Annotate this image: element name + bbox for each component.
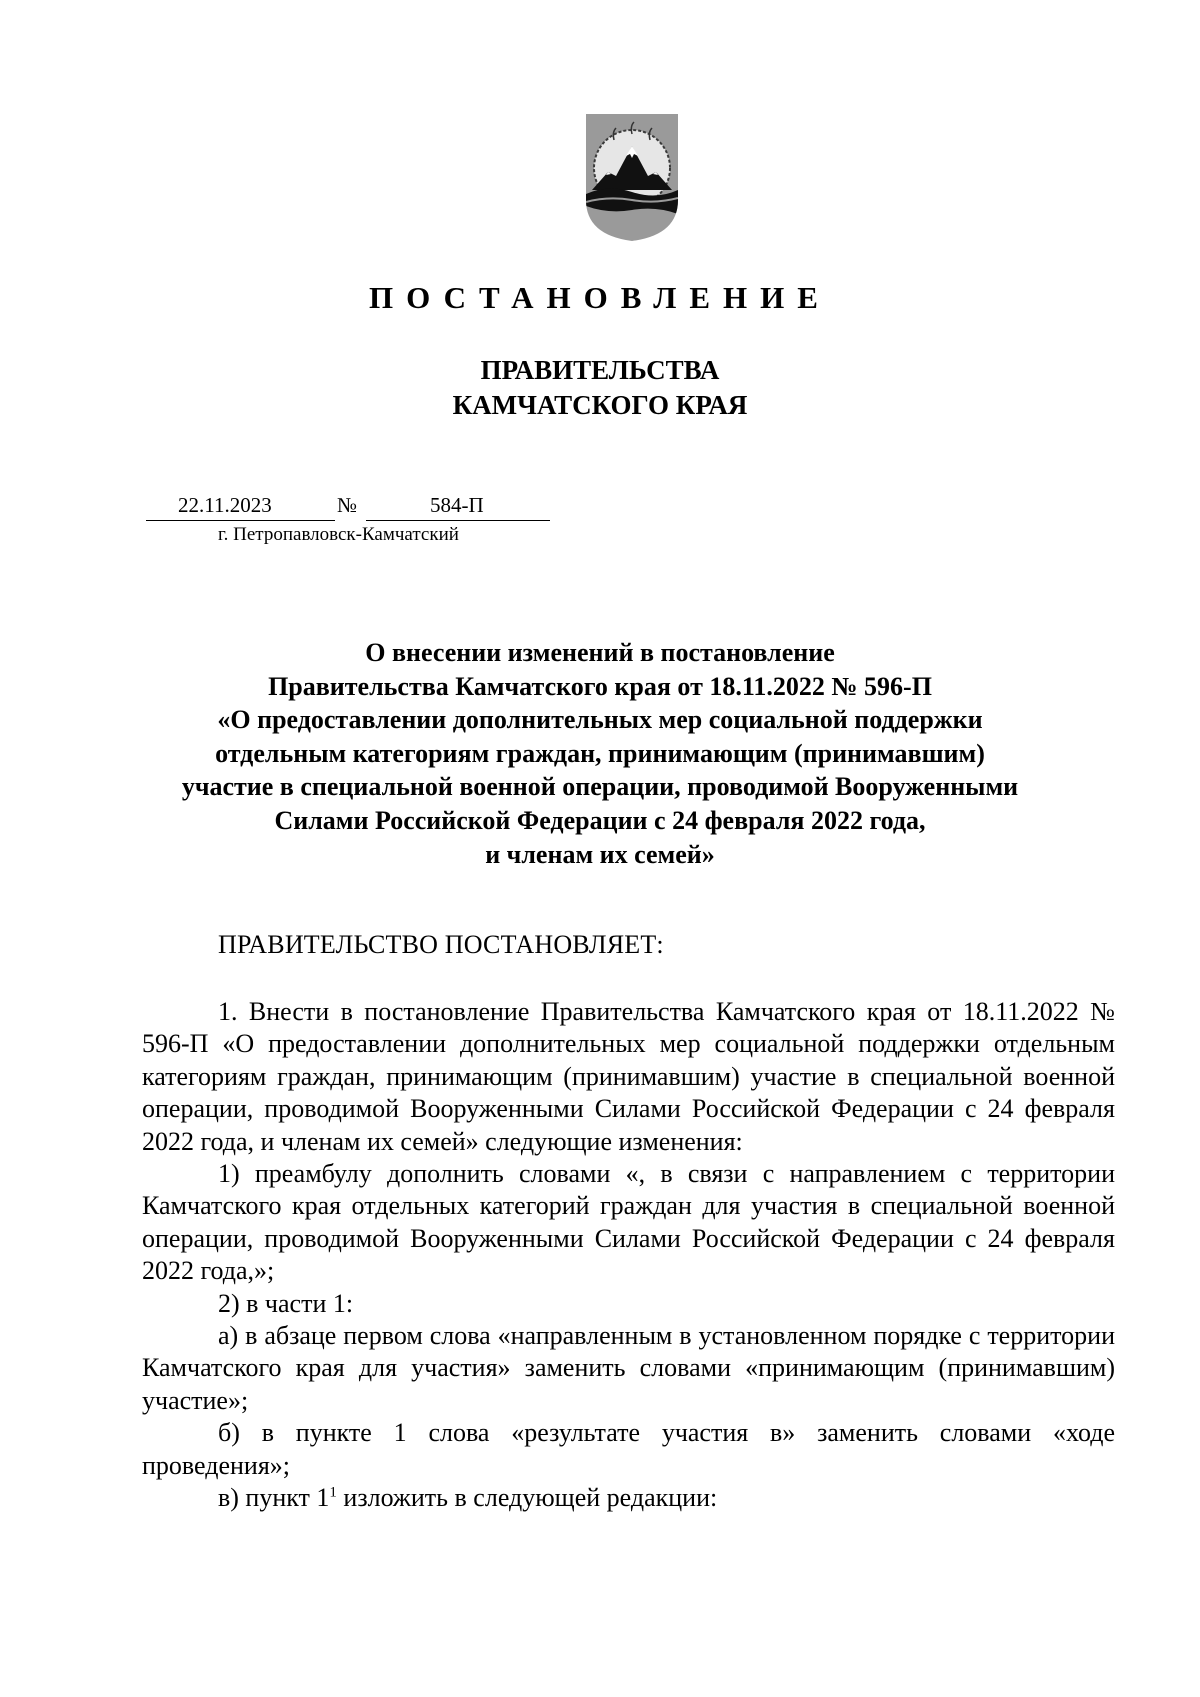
superscript-index: 1: [329, 1484, 337, 1501]
document-body: [142, 996, 1115, 1515]
paragraph-suffix: изложить в следующей редакции:: [336, 1483, 718, 1513]
document-title: [150, 636, 1050, 871]
issuer-line-1: ПРАВИТЕЛЬСТВА: [480, 355, 720, 385]
title-line: «О предоставлении дополнительных мер социальной поддержки: [217, 705, 983, 735]
decree-heading: ПРАВИТЕЛЬСТВО ПОСТАНОВЛЯЕТ:: [218, 930, 664, 959]
body-paragraph: б) в пункте 1 слова «результате участия в» заменить словами «ходе проведения»;: [142, 1418, 1115, 1480]
title-line: участие в специальной военной операции, проводимой Вооруженными: [181, 772, 1019, 802]
number-underline: [366, 520, 550, 521]
body-paragraph: 2) в части 1:: [218, 1288, 354, 1318]
date-underline: [146, 520, 335, 521]
number-sign: №: [337, 493, 358, 517]
kamchatka-coat-of-arms-icon: [578, 110, 686, 245]
title-line: Силами Российской Федерации с 24 февраля 2022 года,: [274, 805, 926, 835]
title-line: Правительства Камчатского края от 18.11.2022 № 596-П: [268, 671, 932, 701]
document-type: ПОСТАНОВЛЕНИЕ: [369, 280, 831, 315]
city-name: г. Петропавловск-Камчатский: [218, 524, 459, 545]
body-paragraph: 1. Внести в постановление Правительства Камчатского края от 18.11.2022 № 596-П «О предоставлении дополнительных мер социальной поддержки отдельным категориям граждан, принимающим (принимавшим) участие в специальной военной операции, проводимой Вооруженными Силами Российской Федерации с 24 февраля 2022 года, и членам их семей» следующие изменения:: [142, 997, 1115, 1156]
paragraph-prefix: в) пункт 1: [218, 1483, 330, 1513]
registration-date: 22.11.2023: [178, 493, 272, 517]
body-paragraph: [142, 1482, 1115, 1514]
title-line: О внесении изменений в постановление: [365, 638, 835, 667]
body-paragraph: 1) преамбулу дополнить словами «, в связи с направлением с территории Камчатского края отдельных категорий граждан для участия в специальной военной операции, проводимой Вооруженными Силами Российской Федерации с 24 февраля 2022 года,»;: [142, 1159, 1115, 1286]
body-paragraph: а) в абзаце первом слова «направленным в установленном порядке с территории Камчатского края для участия» заменить словами «принимающим (принимавшим) участие»;: [142, 1321, 1115, 1415]
title-line: и членам их семей»: [485, 839, 715, 869]
issuer-line-2: КАМЧАТСКОГО КРАЯ: [452, 390, 748, 420]
title-line: отдельным категориям граждан, принимающим (принимавшим): [215, 738, 985, 768]
registration-number: 584-П: [430, 493, 484, 517]
